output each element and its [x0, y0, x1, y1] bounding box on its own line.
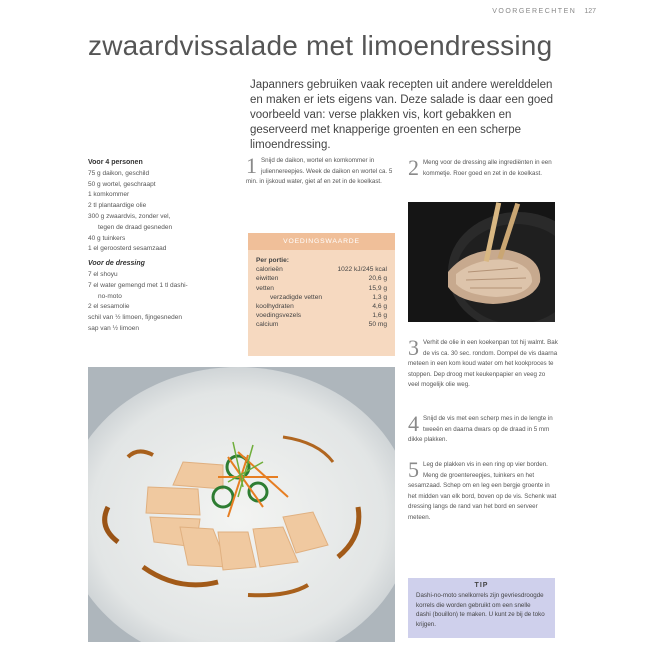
dressing-item: schil van ½ limoen, fijngesneden — [88, 314, 182, 322]
dressing-heading: Voor de dressing — [88, 260, 145, 268]
dressing-item: 7 el water gemengd met 1 tl dashi- — [88, 281, 188, 289]
dressing-item: 7 el shoyu — [88, 270, 118, 278]
nutrient-value: 20,6 g — [368, 275, 387, 283]
nutrient-value: 50 mg — [368, 321, 387, 329]
tip-heading: TIP — [474, 582, 489, 589]
ingredient-item: 2 tl plantaardige olie — [88, 202, 147, 210]
nutrition-row — [256, 293, 387, 302]
step-3 — [408, 335, 558, 391]
nutrient-label: eiwitten — [256, 275, 279, 283]
ingredient-item: 40 g tuinkers — [88, 234, 126, 242]
salad-dish-photo — [88, 367, 395, 642]
ingredient-item: 75 g daikon, geschild — [88, 169, 150, 177]
section-name: VOORGERECHTEN — [492, 8, 577, 15]
per-portion-label: Per portie: — [256, 257, 289, 264]
nutrition-row — [256, 302, 387, 311]
ingredient-item: 1 el geroosterd sesamzaad — [88, 245, 167, 253]
ingredient-item: 1 komkommer — [88, 191, 130, 199]
ingredient-item: 50 g wortel, geschraapt — [88, 180, 156, 188]
step-number: 1 — [246, 153, 257, 178]
nutrient-label: voedingsvezels — [256, 312, 302, 320]
frying-fish-illustration — [408, 202, 555, 322]
step-1 — [246, 153, 396, 188]
dressing-item: no-moto — [98, 292, 122, 300]
step-text: Verhit de olie in een koekenpan tot hij walmt. Bak de vis ca. 30 sec. rondom. Dompel de vis daarna meteen in een kom koud water om het kookproces te stoppen. Dep droog met keukenpapier en veeg zo veel mogelijk olie weg. — [408, 339, 558, 389]
nutrient-value: 1,3 g — [372, 293, 387, 301]
nutrition-row — [256, 320, 387, 329]
nutrition-per-portion — [256, 256, 387, 265]
swordfish-salad-illustration — [88, 367, 395, 642]
nutrient-value: 1,6 g — [372, 312, 387, 320]
tip-text: Dashi-no-moto snelkorrels zijn gevriesdroogde korrels die worden gebruikt om een snelle dashi (bouillon) te maken. U kunt ze bij de toko krijgen. — [416, 592, 545, 628]
frying-fish-photo — [408, 202, 555, 322]
nutrition-row — [256, 284, 387, 293]
step-text: Snijd de vis met een scherp mes in de lengte in tweeën en daarna dwars op de draad in 5 mm dikke plakken. — [408, 415, 553, 444]
nutrient-value: 15,9 g — [368, 284, 387, 292]
nutrition-heading: VOEDINGSWAARDE — [248, 233, 395, 250]
ingredient-item: tegen de draad gesneden — [98, 223, 173, 231]
step-number: 5 — [408, 457, 419, 482]
nutrition-row — [256, 274, 387, 283]
step-text: Snijd de daikon, wortel en komkommer in juliennereepjes. Week de daikon en wortel ca. 5 min. in ijskoud water, giet af en zet in de koelkast. — [246, 157, 393, 186]
nutrition-row — [256, 265, 387, 274]
ingredient-list — [88, 158, 213, 335]
dressing-item: sap van ½ limoen — [88, 324, 139, 332]
nutrient-label: vetten — [256, 284, 274, 292]
step-text: Leg de plakken vis in een ring op vier borden. Meng de groentereepjes, tuinkers en het sesamzaad. Schep om en leg een bergje groente in het midden van elk bord, boven op de vis. Schenk wat dressing langs de rand van het bord en serveer meteen. — [408, 461, 557, 521]
ingredient-item: 300 g zwaardvis, zonder vel, — [88, 212, 171, 220]
step-number: 2 — [408, 155, 419, 180]
step-2 — [408, 155, 556, 180]
nutrient-value: 4,6 g — [372, 303, 387, 311]
step-4 — [408, 411, 558, 446]
nutrient-label: koolhydraten — [256, 303, 294, 311]
nutrient-label: verzadigde vetten — [270, 293, 323, 301]
nutrient-label: calcium — [256, 321, 279, 329]
page-number: 127 — [584, 8, 596, 15]
step-5 — [408, 457, 558, 524]
nutrition-box — [248, 233, 395, 356]
step-text: Meng voor de dressing alle ingrediënten in een kommetje. Roer goed en zet in de koelkast. — [423, 159, 552, 177]
step-number: 3 — [408, 335, 419, 360]
tip-box — [408, 578, 555, 638]
nutrient-label: calorieën — [256, 266, 283, 274]
dressing-item: 2 el sesamolie — [88, 303, 130, 311]
running-head — [492, 8, 596, 15]
nutrient-value: 1022 kJ/245 kcal — [337, 266, 387, 274]
ingredients-heading: Voor 4 personen — [88, 159, 143, 166]
recipe-title: zwaardvissalade met limoendressing — [88, 30, 553, 61]
nutrition-row — [256, 311, 387, 320]
step-number: 4 — [408, 411, 419, 436]
intro-text: Japanners gebruiken vaak recepten uit andere werelddelen en maken er iets eigens van. Deze salade is daar een goed voorbeeld van: verse plakken vis, kort gebakken en geserveerd met knapperige groenten en een scherpe limoendressing. — [250, 79, 554, 151]
